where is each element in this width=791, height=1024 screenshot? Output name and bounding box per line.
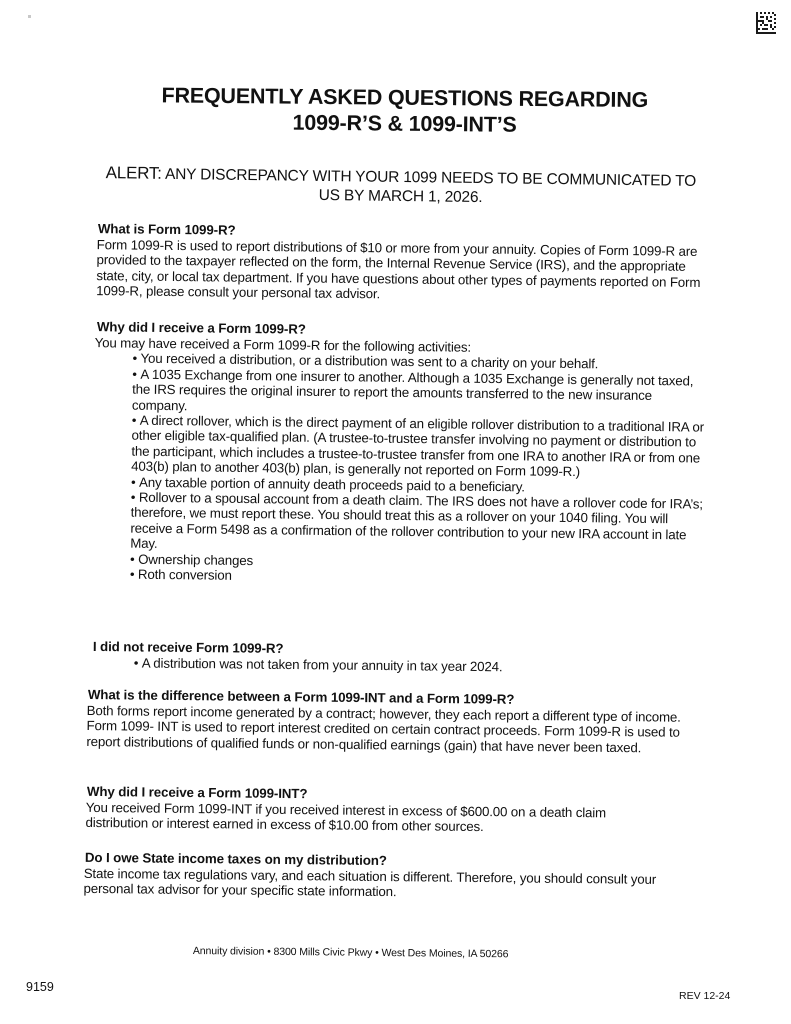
list-item: • You received a distribution, or a distribution was sent to a charity on your behalf.: [132, 351, 706, 373]
faq-question: What is Form 1099-R?: [97, 221, 236, 238]
faq-question: Why did I receive a Form 1099-INT?: [86, 783, 308, 802]
page-title-line-1: FREQUENTLY ASKED QUESTIONS REGARDING: [161, 83, 649, 113]
faq-answer: State income tax regulations vary, and each situation is different. Therefore, you should consult your personal tax advisor for your specific state information.: [83, 865, 657, 900]
faq-question: What is the difference between a Form 1099-INT and a Form 1099-R?: [87, 686, 515, 707]
datamatrix-barcode-icon: [756, 12, 776, 34]
faq-question: I did not receive Form 1099-R?: [92, 638, 284, 656]
alert-notice: [95, 163, 705, 210]
faq-section-why-receive-1099r: [0, 318, 791, 590]
page-title-line-2: 1099-R’S & 1099-INT’S: [292, 110, 517, 137]
faq-section-state-taxes: [0, 849, 791, 904]
list-item: • A direct rollover, which is the direct payment of an eligible rollover distribution to a traditional IRA or other eligible tax-qualified plan. (A trustee-to-trustee transfer involving no payment or distribution to the participant, which includes a trustee-to-trustee transfer from one IRA to another IRA or from one 403(b) plan to another 403(b) plan, is generally not reported on Form 1099-R.): [131, 413, 706, 482]
activity-list: [130, 351, 707, 589]
revision-label: REV 12-24: [679, 990, 731, 1002]
faq-question: Do I owe State income taxes on my distribution?: [84, 849, 387, 869]
form-number: 9159: [26, 980, 54, 994]
faq-answer: You may have received a Form 1099-R for the following activities:: [94, 335, 472, 355]
page-title: [120, 82, 690, 139]
list-item: • A 1035 Exchange from one insurer to another. Although a 1035 Exchange is generally not taxed, the IRS requires the original insurer to report the amounts transferred to the new insurance company.: [132, 366, 707, 419]
list-item: • Rollover to a spousal account from a death claim. The IRS does not have a rollover code for IRA’s; therefore, we must report these. You should treat this as a rollover on your 1040 filing. You will receive a Form 5498 as a confirmation of the rollover contribution to your new IRA account in late May.: [130, 490, 705, 559]
list-item: • Roth conversion: [130, 567, 704, 589]
faq-section-did-not-receive: [0, 638, 791, 678]
list-item: • A distribution was not taken from your annuity in tax year 2024.: [134, 655, 791, 677]
alert-label: ALERT:: [105, 163, 162, 183]
faq-question: Why did I receive a Form 1099-R?: [96, 319, 306, 337]
alert-text: ANY DISCREPANCY WITH YOUR 1099 NEEDS TO BE COMMUNICATED TO US BY MARCH 1, 2026.: [164, 165, 697, 207]
list-item: • Ownership changes: [130, 551, 704, 573]
faq-answer: Form 1099-R is used to report distributions of $10 or more from your annuity. Copies of Form 1099-R are provided to the taxpayer reflected on the form, the Internal Revenue Service (IRS), and the appropriate state, city, or local tax department. If you have questions about other types of payments reported on Form 1099-R, please consult your personal tax advisor.: [96, 237, 701, 302]
faq-section-why-receive-1099int: [0, 783, 791, 838]
list-item: • Any taxable portion of annuity death proceeds paid to a beneficiary.: [131, 474, 705, 496]
scan-speck: [28, 15, 31, 18]
faq-section-difference: [0, 686, 791, 757]
footer-address: Annuity division • 8300 Mills Civic Pkwy • West Des Moines, IA 50266: [192, 945, 509, 961]
faq-answer: You received Form 1099-INT if you received interest in excess of $600.00 on a death claim distribution or interest earned in excess of $10.00 from other sources.: [85, 799, 607, 835]
faq-section-what-is-1099r: [0, 220, 791, 307]
faq-answer: Both forms report income generated by a contract; however, they each report a different type of income. Form 1099- INT is used to report interest credited on certain contract proceeds. Form 1099-R is used to report distributions of qualified funds or non-qualified earnings (gain) that have never been taxed.: [86, 702, 681, 756]
